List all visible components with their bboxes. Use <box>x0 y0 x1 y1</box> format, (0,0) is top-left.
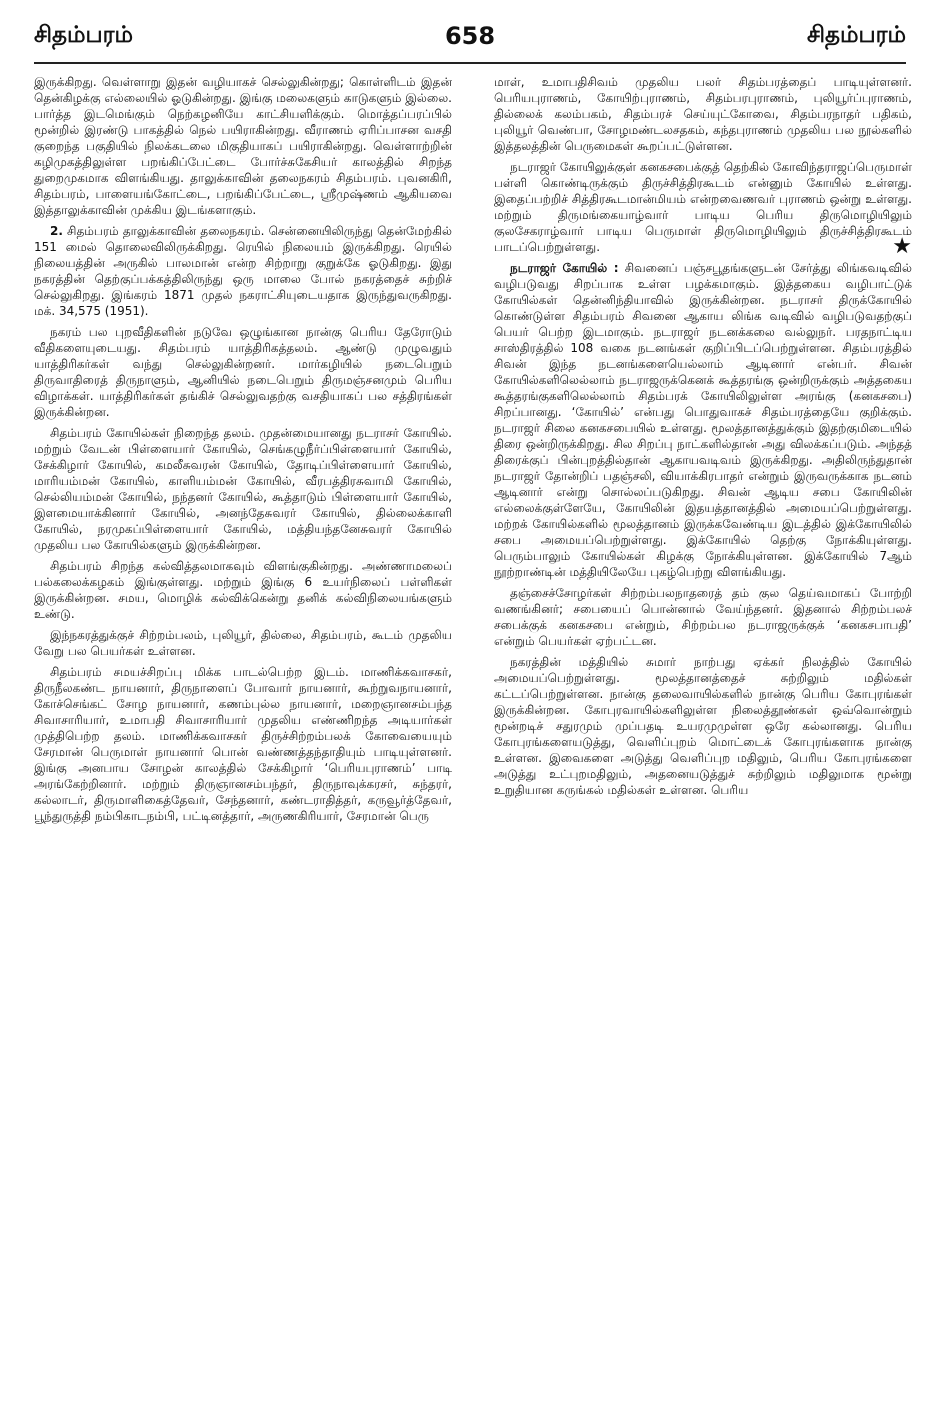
star-icon: ★ <box>892 234 912 259</box>
paragraph: நகரத்தின் மத்தியில் சுமார் நாற்பது ஏக்கர் நிலத்தில் கோயில் அமையப்பெற்றுள்ளது. மூலத்தானத்தைச் சுற்றிலும் மதில்கள் கட்டப்பெற்றுள்ளன. நான்கு தலைவாயில்களில் நான்கு பெரிய கோபுரங்கள் இருக்கின்றன. கோபுரவாயில்களிலுள்ள நிலைத்தூண்கள் ஒவ்வொன்றும் மூன்றடிச் சதுரமும் முப்பதடி உயரமுமுள்ள ஒரே கல்லானது. பெரிய கோபுரங்களையடுத்து, வெளிப்புறம் மொட்டைக் கோபுரங்களாக நான்கு உள்ளன. இவைகளை அடுத்து வெளிப்புற மதிலும், பெரிய கோபுரங்களை அடுத்து உட்புறமதிலும், அதனையடுத்துச் சுற்றிலும் மதிலுமாக மூன்று உறுதியான கருங்கல் மதில்கள் உள்ளன. பெரிய <box>494 655 912 797</box>
paragraph-number: 2. <box>50 224 63 238</box>
paragraph: சிதம்பரம் சிறந்த கல்வித்தலமாகவும் விளங்குகின்றது. அண்ணாமலைப் பல்கலைக்கழகம் இங்குள்ளது. மற்றும் இங்கு 6 உயர்நிலைப் பள்ளிகள் இருக்கின்றன. சமய, மொழிக் கல்விக்கென்று தனிக் கல்விநிலையங்களும் உண்டு. <box>34 559 452 621</box>
paragraph <box>494 159 912 259</box>
paragraph-text: நடராஜர் கோயிலுக்குள் கனகசபைக்குத் தெற்கில் கோவிந்தராஜப்பெருமாள் பள்ளி கொண்டிருக்கும் திருச்சித்திரகூடம் என்னும் கோயில் உள்ளது. இதைப்பற்றிச் சித்திரகூடமான்மியம் என்றவைணவர் புராணம் ஒன்று உள்ளது. மற்றும் திருமங்கையாழ்வார் பாடிய பெரிய திருமொழியிலும் குலசேகராழ்வார் பாடிய பெருமாள் திருமொழியிலும் திருச்சித்திரகூடம் பாடப்பெற்றுள்ளது. <box>494 160 912 254</box>
paragraph: இந்நகரத்துக்குச் சிற்றம்பலம், புலியூர், தில்லை, சிதம்பரம், கூடம் முதலிய வேறு பல பெயர்கள் உள்ளன. <box>34 628 452 658</box>
paragraph-text: சிதம்பரம் தாலுக்காவின் தலைநகரம். சென்னையிலிருந்து தென்மேற்கில் 151 மைல் தொலைவிலிருக்கிறது. ரெயில் நிலையம் இருக்கிறது. ரெயில் நிலையத்தின் அருகில் பாலமான் என்ற சிற்றாறு குறுக்கே ஓடுகிறது. இது நகரத்தின் தெற்குப்பக்கத்திலிருந்து ஒரு மாலை போல் நகரத்தைச் சுற்றிச் செல்லுகிறது. இங்கரம் 1871 முதல் நகராட்சியுடையதாக இருந்துவருகிறது. மக். 34,575 (1951). <box>34 224 452 318</box>
paragraph: நகரம் பல புறவீதிகளின் நடுவே ஒழுங்கான நான்கு பெரிய தேரோடும் வீதிகளையுடையது. சிதம்பரம் யாத்திரிகத்தலம். ஆண்டு முழுவதும் யாத்திரிகர்கள் வந்து செல்லுகின்றனர். மார்கழியில் நடைபெறும் திருவாதிரைத் திருநாளும், ஆனியில் நடைபெறும் திருமஞ்சனமும் பெரிய விழாக்கள். யாத்திரிகர்கள் தங்கிச் செல்லுவதற்கு வசதியாகப் பல சத்திரங்கள் இருக்கின்றன. <box>34 325 452 419</box>
paragraph-numbered <box>34 223 452 319</box>
paragraph: மாள், உமாபதிசிவம் முதலிய பலர் சிதம்பரத்தைப் பாடியுள்ளனர். பெரியபுராணம், கோயிற்புராணம், சிதம்பரபுராணம், புலியூர்ப்புராணம், தில்லைக் கலம்பகம், சிதம்பரச் செய்யுட்கோவை, சிதம்பரநாதர் பதிகம், புலியூர் வெண்பா, சோழமண்டலசதகம், கந்தபுராணம் முதலிய பல நூல்களில் இத்தலத்தின் பெருமைகள் கூறப்பட்டுள்ளன. <box>494 75 912 153</box>
section-heading: நடராஜர் கோயில் : <box>510 261 619 275</box>
left-column <box>34 74 452 1414</box>
header-divider <box>34 62 906 64</box>
page-header <box>34 22 906 58</box>
paragraph: தஞ்சைச்சோழர்கள் சிற்றம்பலநாதரைத் தம் குல தெய்வமாகப் போற்றி வணங்கினர்; சபையைப் பொன்னால் வேய்ந்தனர். இதனால் சிற்றம்பலச் சபைக்குக் கனகசபை என்றும், சிற்றம்பல நடராஜருக்குக் ‘கனகசபாபதி’ என்றும் பெயர்கள் ஏற்பட்டன. <box>494 586 912 648</box>
paragraph-text: சிவனைப் பஞ்சபூதங்களுடன் சேர்த்து லிங்கவடிவில் வழிபடுவது சிறப்பாக உள்ள பழக்கமாகும். இத்தகைய வழிபாட்டுக் கோயில்கள் தென்னிந்தியாவில் இருக்கின்றன. நடராசர் திருக்கோயில் கொண்டுள்ள சிதம்பரம் சிவனை ஆகாய லிங்க வடிவில் வழிபடுவதற்குப் பெயர் பெற்ற இடமாகும். நடராஜர் நடனக்கலை வல்லுநர். பரதநாட்டிய சாஸ்திரத்தில் 108 வகை நடனங்கள் குறிப்பிடப்பெற்றுள்ளன. சிதம்பரத்தில் சிவன் இந்த நடனங்களையெல்லாம் ஆடினார் என்பர். சிவன் கோயில்களிலெல்லாம் நடராஜருக்கெனக் கூத்தரங்கு ஒன்றிருக்கும் அத்தகைய கூத்தரங்குகளிலெல்லாம் சிதம்பரக் கோயிலிலுள்ள அரங்கு (கனகசபை) சிறப்பானது. ‘கோயில்’ என்பது பொதுவாகச் சிதம்பரத்தையே குறிக்கும். நடராஜர் சிலை கனகசபையில் உள்ளது. மூலத்தானத்துக்கும் இதற்குமிடையில் திரை ஒன்றிருக்கிறது. சில சிறப்பு நாட்களில்தான் அது விலக்கப்படும். அந்தத் திரைக்குப் பின்புறத்தில்தான் ஆகாயவடிவம் இருக்கிறது. அதிலிருந்துதான் நடராஜர் தோன்றிப் பதஞ்சலி, வியாக்கிரபாதர் என்றும் இருவருக்காக நடனம் ஆடினார் என்று சொல்லப்படுகிறது. சிவன் ஆடிய சபை கோயிலின் எல்லைக்குள்ளேயே, கோயிலின் இதயத்தானத்தில் அமையப்பெற்றுள்ளது. மற்றக் கோயில்களில் மூலத்தானம் இருக்கவேண்டிய இடத்தில் இக்கோயிலில் சபை அமையப்பெற்றுள்ளது. இக்கோயில் தெற்கு நோக்கியுள்ளது. பெரும்பாலும் கோயில்கள் கிழக்கு நோக்கியுள்ளன. இக்கோயில் 7ஆம் நூற்றாண்டின் மத்தியிலேயே புகழ்பெற்று விளங்கியது. <box>494 261 912 579</box>
header-left-title: சிதம்பரம் <box>34 22 134 48</box>
paragraph: சிதம்பரம் கோயில்கள் நிறைந்த தலம். முதன்மையானது நடராசர் கோயில். மற்றும் வேடன் பிள்ளையார் கோயில், செங்கழுநீர்ப்பிள்ளையார் கோயில், சேக்கிழார் கோயில், கமலீசுவரன் கோயில், தோடிப்பிள்ளையார் கோயில், மாரியம்மன் கோயில், காளியம்மன் கோயில், வீரபத்திரசுவாமி கோயில், செல்லியம்மன் கோயில், நந்தனர் கோயில், கூத்தாடும் பிள்ளையார் கோயில், இளமையாக்கினார் கோயில், அனந்தேசுவரர் கோயில், தில்லைக்காளி கோயில், நரமுகப்பிள்ளையார் கோயில், மத்தியந்தனேசுவரர் கோயில் முதலிய பல கோயில்களும் இருக்கின்றன. <box>34 426 452 552</box>
paragraph: இருக்கிறது. வெள்ளாறு இதன் வழியாகச் செல்லுகின்றது; கொள்ளிடம் இதன் தென்கிழக்கு எல்லையில் ஓடுகின்றது. இங்கு மலைகளும் காடுகளும் இல்லை. பார்த்த இடமெங்கும் நெற்கழனியே காட்சியளிக்கும். மொத்தப்பரப்பில் மூன்றில் இரண்டு பாகத்தில் நெல் பயிராகின்றது. வீராணம் ஏரிப்பாசன வசதி குறைந்த பகுதியில் நிலக்கடலை மிகுதியாகப் பயிராகின்றது. வெள்ளாற்றின் கழிமுகத்திலுள்ள பறங்கிப்பேட்டை போர்ச்சுகேசியர் காலத்தில் சிறந்த துறைமுகமாக விளங்கியது. தாலுக்காவின் தலைநகரம் சிதம்பரம். புவனகிரி, சிதம்பரம், பாளையங்கோட்டை, பறங்கிப்பேட்டை, ஸ்ரீமுஷ்ணம் ஆகியவை இத்தாலுக்காவின் முக்கிய இடங்களாகும். <box>34 75 452 217</box>
right-column <box>494 74 912 1414</box>
header-right-title: சிதம்பரம் <box>806 22 906 48</box>
page-number: 658 <box>444 22 496 50</box>
section-paragraph <box>494 260 912 580</box>
paragraph: சிதம்பரம் சமயச்சிறப்பு மிக்க பாடல்பெற்ற இடம். மாணிக்கவாசகர், திருநீலகண்ட நாயனார், திருநாளைப் போவார் நாயனார், கூற்றுவநாயனார், கோச்செங்கட் சோழ நாயனார், கணம்புல்ல நாயனார், மறைஞானசம்பந்த சிவாசாரியார், உமாபதி சிவாசாரியார் முதலிய எண்ணிறந்த அடியார்கள் முத்திபெற்ற தலம். மாணிக்கவாசகர் திருச்சிற்றம்பலக் கோவையையும் சேரமான் பெருமாள் நாயனார் பொன் வண்ணத்தந்தாதியும் பாடியுள்ளனர். இங்கு அனபாய சோழன் காலத்தில் சேக்கிழார் ‘பெரியபுராணம்’ பாடி அரங்கேற்றினார். மற்றும் திருஞானசம்பந்தர், திருநாவுக்கரசர், சுந்தரர், கல்லாடர், திருமாளிகைத்தேவர், சேந்தனார், கண்டராதித்தர், கருவூர்த்தேவர், பூந்துருத்தி நம்பிகாடநம்பி, பட்டினத்தார், அருணகிரியார், சேரமான் பெரு <box>34 665 452 823</box>
